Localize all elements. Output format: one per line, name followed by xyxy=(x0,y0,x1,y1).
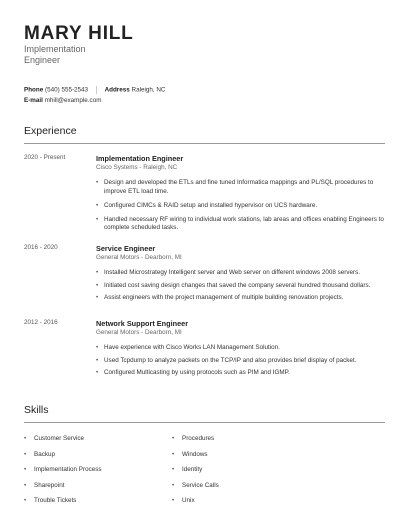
contact-line-2 xyxy=(24,97,101,105)
phone-label: Phone xyxy=(24,86,44,94)
email-label: E-mail xyxy=(24,97,43,104)
job-company: Cisco Systems - Raleigh, NC xyxy=(96,164,178,171)
job-bullet: • Used Tcpdump to analyze packets on the TCP/IP and also provides brief display of packet. xyxy=(96,357,386,366)
skill-item: • Identity xyxy=(172,466,342,482)
skills-column-right xyxy=(172,435,342,513)
skill-item: • Service Calls xyxy=(172,482,342,498)
job-title: Network Support Engineer xyxy=(96,319,189,328)
contact-divider xyxy=(96,86,97,94)
skill-item: • Sharepoint xyxy=(24,482,194,498)
job-bullet: • Have experience with Cisco Works LAN Management Solution. xyxy=(96,344,386,353)
candidate-name: MARY HILL xyxy=(24,23,134,44)
skills-heading: Skills xyxy=(24,404,49,416)
skills-column-left xyxy=(24,435,194,513)
experience-divider xyxy=(24,143,385,144)
job-bullet: • Configured Multicasting by using protocols such as PIM and IGMP. xyxy=(96,369,386,378)
job-bullets xyxy=(96,269,386,303)
job-company: General Motors - Dearborn, MI xyxy=(96,254,182,261)
job-bullets xyxy=(96,179,386,233)
job-dates: 2016 - 2020 xyxy=(24,244,58,251)
job-bullet: • Initiated cost saving design changes that saved the company several hundred thousand dollars. xyxy=(96,282,386,291)
address-value: Raleigh, NC xyxy=(131,86,166,94)
job-bullets xyxy=(96,344,386,378)
phone-value: (540) 555-2543 xyxy=(45,86,89,94)
skill-item: • Trouble Tickets xyxy=(24,497,194,513)
skill-item: • Unix xyxy=(172,497,342,513)
job-dates: 2012 - 2016 xyxy=(24,319,58,326)
email-value: mhill@example.com xyxy=(44,97,102,104)
job-dates: 2020 - Present xyxy=(24,154,66,161)
job-title: Implementation Engineer xyxy=(96,154,184,163)
skill-item: • Windows xyxy=(172,451,342,467)
contact-line-1 xyxy=(24,86,165,95)
skills-divider xyxy=(24,422,385,423)
job-bullet: • Configured CIMCs & RAID setup and installed hypervisor on UCS hardware. xyxy=(96,202,386,211)
job-company: General Motors - Dearborn, MI xyxy=(96,329,182,336)
address-label: Address xyxy=(104,86,130,94)
skill-item: • Backup xyxy=(24,451,194,467)
skill-item: • Customer Service xyxy=(24,435,194,451)
experience-heading: Experience xyxy=(24,125,77,137)
job-bullet: • Handled necessary RF wiring to individual work stations, lab areas and offices enabling Engineers to complete scheduled tasks. xyxy=(96,216,386,233)
job-bullet: • Installed Microstrategy Intelligent server and Web server on different windows 2008 servers. xyxy=(96,269,386,278)
job-title: Service Engineer xyxy=(96,244,156,253)
candidate-title: Implementation Engineer xyxy=(24,44,86,65)
job-bullet: • Assist engineers with the project management of multiple building renovation projects. xyxy=(96,294,386,303)
job-bullet: • Design and developed the ETLs and fine tuned Informatica mappings and PL/SQL procedures to improve ETL load time. xyxy=(96,179,386,196)
skill-item: • Procedures xyxy=(172,435,342,451)
skill-item: • Implementation Process xyxy=(24,466,194,482)
